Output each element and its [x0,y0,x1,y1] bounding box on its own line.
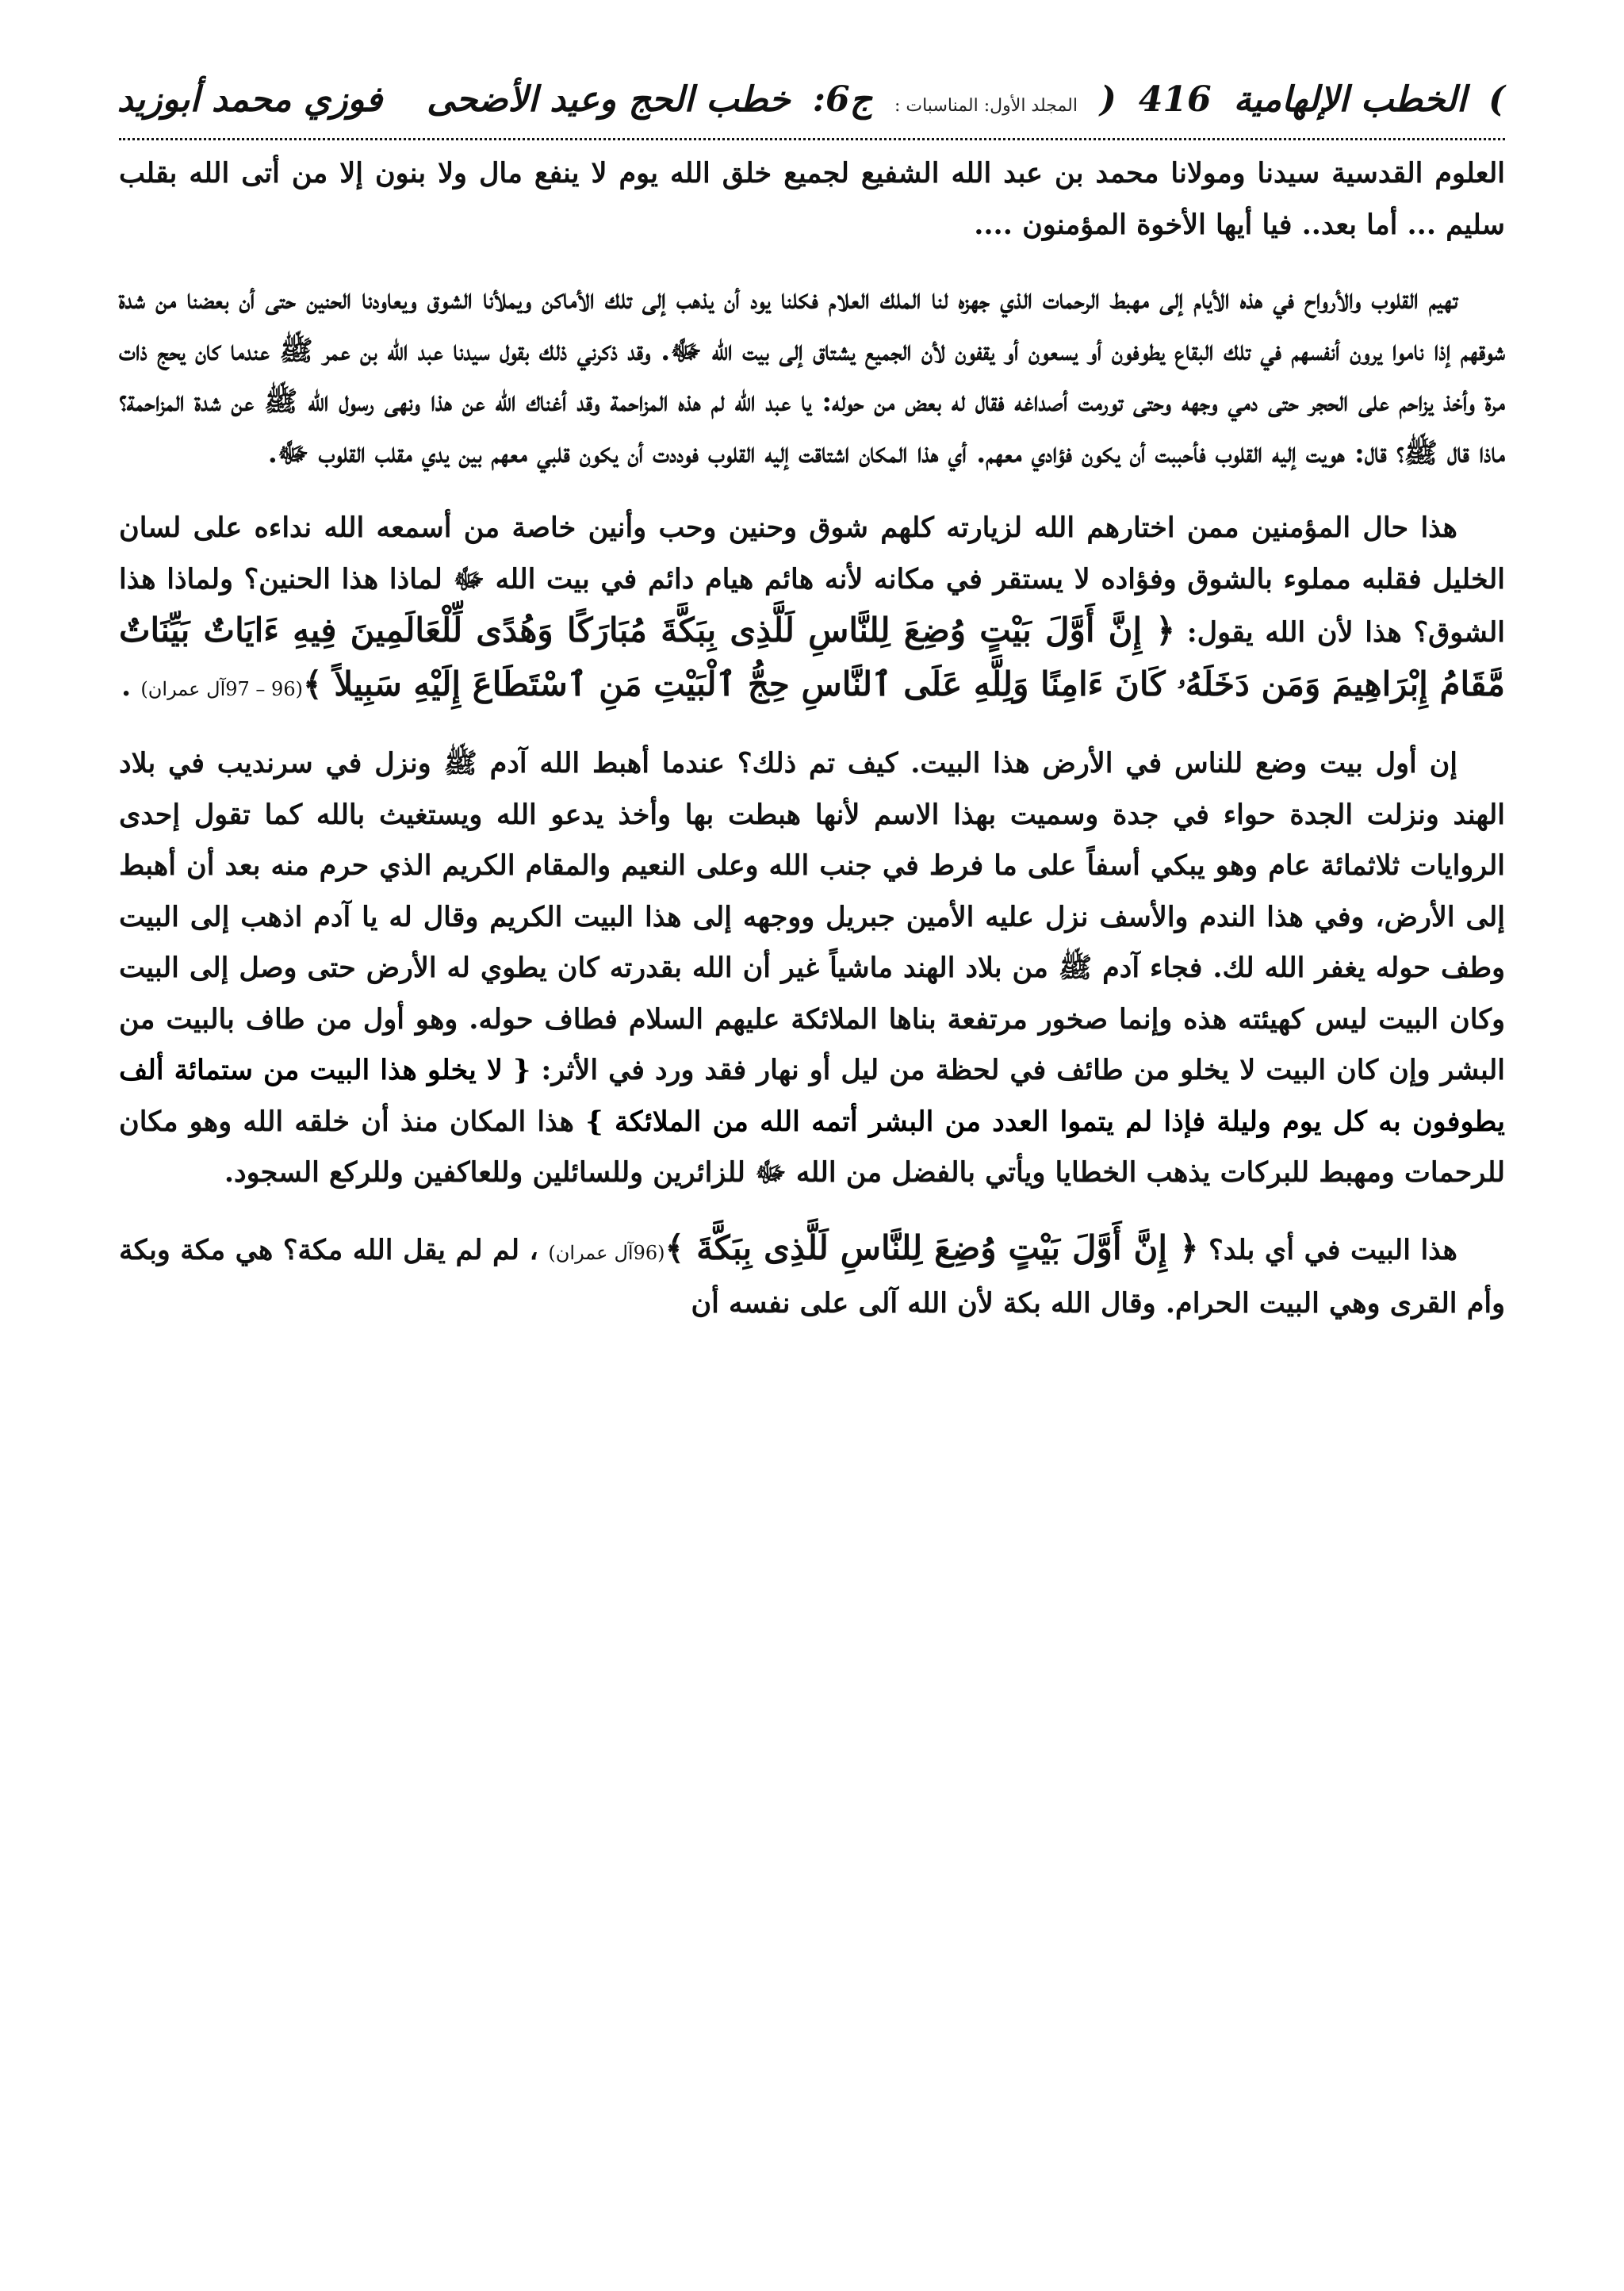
author-name: فوزي محمد أبوزيد [117,79,383,120]
verse-reference: (96آل عمران) [548,1241,665,1264]
header-open-paren: ) [1488,79,1505,120]
book-title: الخطب الإلهامية [1233,79,1467,120]
hadith-quote: { لا يخلو هذا البيت من ستمائة ألف يطوفون به كل يوم وليلة فإذا لم يتموا العدد من البشر أتمه الله من الملائكة } [119,1054,1506,1138]
page-number: 416 [1138,79,1212,120]
paragraph-text: ، لم لم يقل الله مكة؟ هي مكة وبكة وأم القرى وهي البيت الحرام. وقال الله بكة لأن الله آلى على نفسه أن [119,1233,1505,1320]
paragraph-text: تهيم القلوب والأرواح في هذه الأيام إلى مهبط الرحمات الذي جهزه لنا الملك العلام فكلنا يود أن يذهب إلى تلك الأماكن ويملأنا الشوق ويعاودنا الحنين حتى أن بعضنا من شدة شوقهم إذا ناموا يرون أنفسهم في تلك البقاع يطوفون أو يسعون أو يقفون لأن الجميع يشتاق إلى بيت الله ﷻ. وقد ذكرني ذلك بقول سيدنا عبد الله بن عمر ﷺ عندما كان يحج ذات مرة وأخذ يزاحم على الحجر حتى دمي وجهه وحتى تورمت أصداغه فقال له بعض من حوله: يا عبد الله لم هذه المزاحمة وقد أغناك الله عن هذا ونهى رسول الله ﷺ عن شدة المزاحمة؟ ماذا قال ﷺ؟ قال: هويت إليه القلوب فأحببت أن يكون فؤادي معهم. أي هذا المكان اشتاقت إليه القلوب فوددت أن يكون قلبي معهم بين يدي مقلب القلوب ﷻ. [119,283,1505,469]
quran-verse: ﴿ إِنَّ أَوَّلَ بَيْتٍ وُضِعَ لِلنَّاسِ لَلَّذِى بِبَكَّةَ مُبَارَكًا وَهُدًى لِّلْعَالَمِينَ فِيهِ ءَايَاتٌ بَيِّنَاتٌ مَّقَامُ إِبْرَاهِيمَ وَمَن دَخَلَهُۥ كَانَ ءَامِنًا وَلِلَّهِ عَلَى ٱلنَّاسِ حِجُّ ٱلْبَيْتِ مَنِ ٱسْتَطَاعَ إِلَيْهِ سَبِيلاً ﴾ [119,611,1505,703]
header-close-paren: ( [1099,79,1116,120]
paragraph-text: . [121,669,141,703]
paragraph [119,738,1505,1199]
paragraph [119,1223,1505,1330]
header-divider [119,138,1505,140]
quran-verse: ﴿ إِنَّ أَوَّلَ بَيْتٍ وُضِعَ لِلنَّاسِ لَلَّذِى بِبَكَّةَ ﴾ [665,1228,1199,1267]
body-text [119,148,1505,1330]
volume-label: المجلد الأول: المناسبات : [894,96,1078,116]
paragraph [119,274,1505,479]
paragraph-text: هذا البيت في أي بلد؟ [1198,1233,1458,1266]
paragraph-text: هذا حال المؤمنين ممن اختارهم الله لزيارته كلهم شوق وحنين وحب وأنين خاصة من أسمعه الله نداءه على لسان الخليل فقلبه مملوء بالشوق وفؤاده لا يستقر في مكانه لأنه هائم هيام دائم في بيت الله ﷻ لماذا هذا الحنين؟ ولماذا هذا الشوق؟ هذا لأن الله يقول: [119,511,1505,649]
running-header [119,79,1505,138]
paragraph [119,148,1505,251]
section-title: خطب الحج وعيد الأضحى [427,79,791,120]
paragraph-text: هذا المكان منذ أن خلقه الله وهو مكان للرحمات ومهبط للبركات يذهب الخطايا ويأتي بالفضل من الله ﷻ للزائرين وللسائلين وللعاكفين وللركع السجود. [119,1105,1505,1189]
paragraph-text: العلوم القدسية سيدنا ومولانا محمد بن عبد الله الشفيع لجميع خلق الله يوم لا ينفع مال ولا بنون إلا من أتى الله بقلب سليم ... أما بعد.. فيا أيها الأخوة المؤمنون .... [119,157,1505,241]
part-label: ج6: [812,79,872,120]
verse-reference: (96 – 97آل عمران) [140,677,303,700]
paragraph-text: إن أول بيت وضع للناس في الأرض هذا البيت. كيف تم ذلك؟ عندما أهبط الله آدم ﷺ ونزل في سرنديب في بلاد الهند ونزلت الجدة حواء في جدة وسميت بهذا الاسم لأنها هبطت بها وأخذ يدعو الله ويستغيث بالله كما تقول إحدى الروايات ثلاثمائة عام وهو يبكي أسفاً على ما فرط في جنب الله وعلى النعيم والمقام الكريم الذي حرم منه بعد أن أهبط إلى الأرض، وفي هذا الندم والأسف نزل عليه الأمين جبريل ووجهه إلى هذا البيت الكريم وقال له يا آدم اذهب إلى البيت وطف حوله يغفر الله لك. فجاء آدم ﷺ من بلاد الهند ماشياً غير أن الله بقدرته كان يطوي له الأرض حتى وصل إلى البيت وكان البيت ليس كهيئته هذه وإنما صخور مرتفعة بناها الملائكة عليهم السلام فطاف حوله. وهو أول من طاف بالبيت من البشر وإن كان البيت لا يخلو من طائف في لحظة من ليل أو نهار فقد ورد في الأثر: [119,747,1506,1086]
paragraph [119,503,1505,715]
